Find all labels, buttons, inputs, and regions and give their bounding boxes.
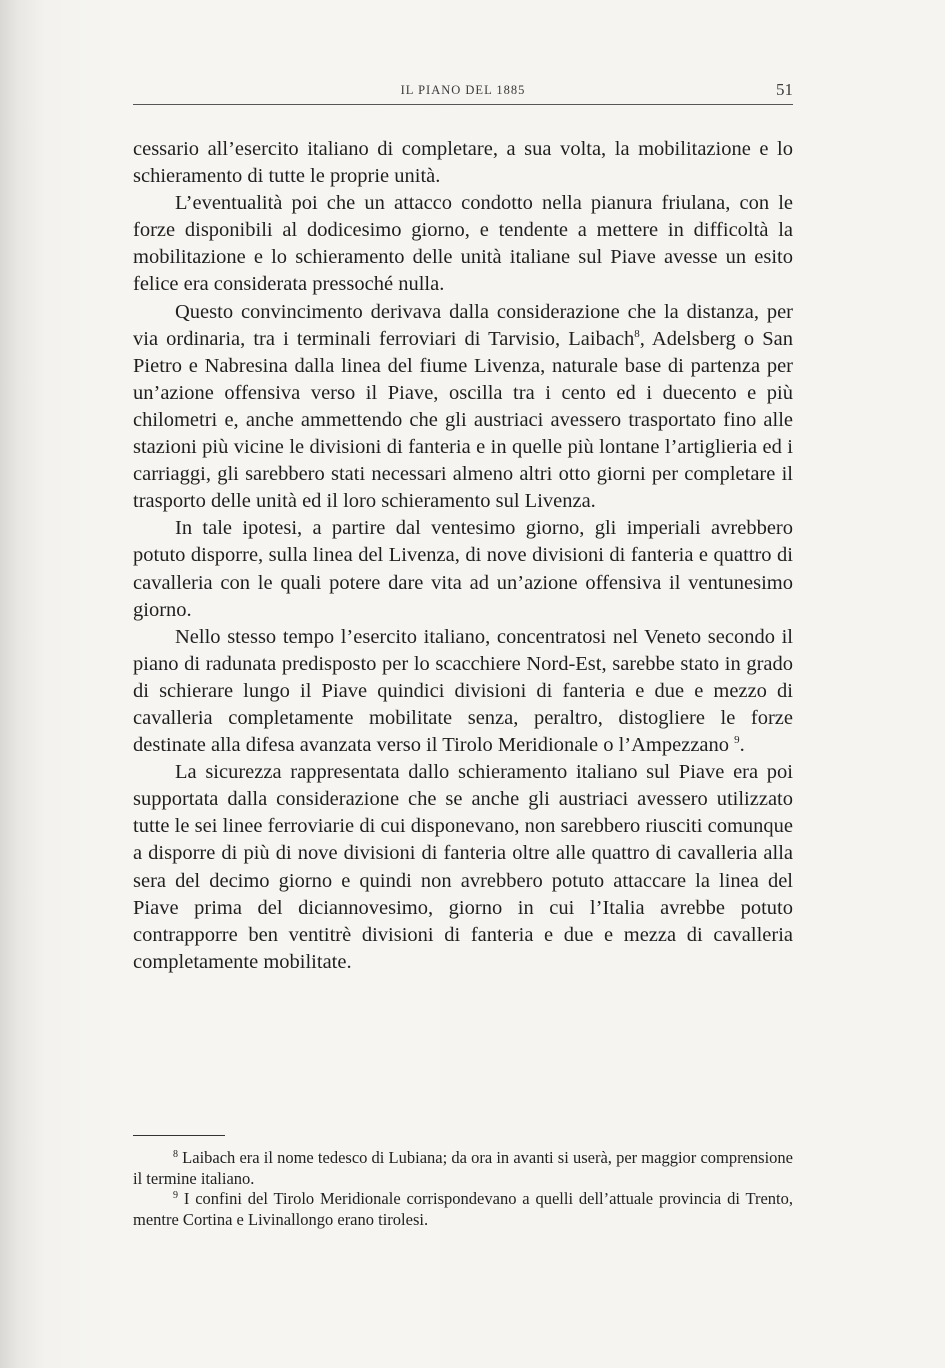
footnote-mark: 8 xyxy=(173,1149,178,1160)
paragraph-1: cessario all’esercito italiano di completare, a sua volta, la mobilitazione e lo schieramento di tutte le proprie unità. xyxy=(133,138,793,188)
running-title: IL PIANO DEL 1885 xyxy=(400,83,526,97)
paragraph-5-text-b: . xyxy=(739,734,745,757)
page-number: 51 xyxy=(776,80,793,99)
body-text xyxy=(133,136,793,976)
paragraph-3 xyxy=(133,299,793,516)
paragraph-5-text-a: Nello stesso tempo l’esercito italiano, concentratosi nel Veneto secondo il piano di radunata predisposto per lo scacchiere Nord-Est, sarebbe stato in grado di schierare lungo il Piave quindici divisioni di fanteria e due e mezzo di cavalleria completamente mobilitate senza, peraltro, distogliere le forze destinate alla difesa avanzata verso il Tirolo Meridionale o l’Ampezzano xyxy=(133,625,793,757)
paragraph-4: In tale ipotesi, a partire dal ventesimo giorno, gli imperiali avrebbero potuto disporre, sulla linea del Livenza, di nove divisioni di fanteria e quattro di cavalleria con le quali potere dare vita ad un’azione offensiva il ventunesimo giorno. xyxy=(133,517,793,621)
footnote-text: Laibach era il nome tedesco di Lubiana; da ora in avanti si userà, per maggior comprensione il termine italiano. xyxy=(133,1148,794,1188)
paragraph-5 xyxy=(133,624,793,759)
paragraph-6: La sicurezza rappresentata dallo schieramento italiano sul Piave era poi supportata dalla considerazione che se anche gli austriaci avessero utilizzato tutte le sei linee ferroviarie di cui disponevano, non sarebbero riusciti comunque a disporre di più di nove divisioni di fanteria oltre alle quattro di cavalleria alla sera del decimo giorno e quindi non avrebbero potuto attaccare la linea del Piave prima del diciannovesimo, giorno in cui l’Italia avrebbe potuto contrapporre ben ventitrè divisioni di fanteria e due e mezza di cavalleria completamente mobilitate. xyxy=(133,761,793,973)
header-rule xyxy=(133,104,793,105)
footnote-reference-9: 9 xyxy=(734,734,740,747)
footnotes xyxy=(133,1148,793,1230)
paragraph-2: L’eventualità poi che un attacco condotto nella pianura friulana, con le forze disponibili al dodicesimo giorno, e tendente a mettere in difficoltà la mobilitazione e lo schieramento delle unità italiane sul Piave avesse un esito felice era considerata pressoché nulla. xyxy=(133,192,793,296)
footnote-8 xyxy=(133,1148,793,1189)
page-header xyxy=(133,80,793,102)
paragraph-3-text-a: Questo convincimento derivava dalla considerazione che la distanza, per via ordinaria, tra i terminali ferroviari di Tarvisio, Laibach xyxy=(133,300,793,350)
footnote-text: I confini del Tirolo Meridionale corrispondevano a quelli dell’attuale provincia di Trento, mentre Cortina e Livinallongo erano tirolesi. xyxy=(133,1189,794,1229)
paragraph-3-text-b: , Adelsberg o San Pietro e Nabresina dalla linea del fiume Livenza, naturale base di partenza per un’azione offensiva verso il Piave, oscilla tra i cento ed i duecento e più chilometri e, anche ammettendo che gli austriaci avessero trasportato fino alle stazioni più vicine le divisioni di fanteria e in quelle più lontane l’artiglieria ed i carriaggi, gli sarebbero stati necessari almeno altri otto giorni per completare il trasporto delle unità ed il loro schieramento sul Livenza. xyxy=(133,327,793,513)
footnote-rule xyxy=(133,1135,225,1136)
footnote-mark: 9 xyxy=(173,1190,178,1201)
footnote-9 xyxy=(133,1189,793,1230)
footnote-reference-8: 8 xyxy=(634,327,640,340)
